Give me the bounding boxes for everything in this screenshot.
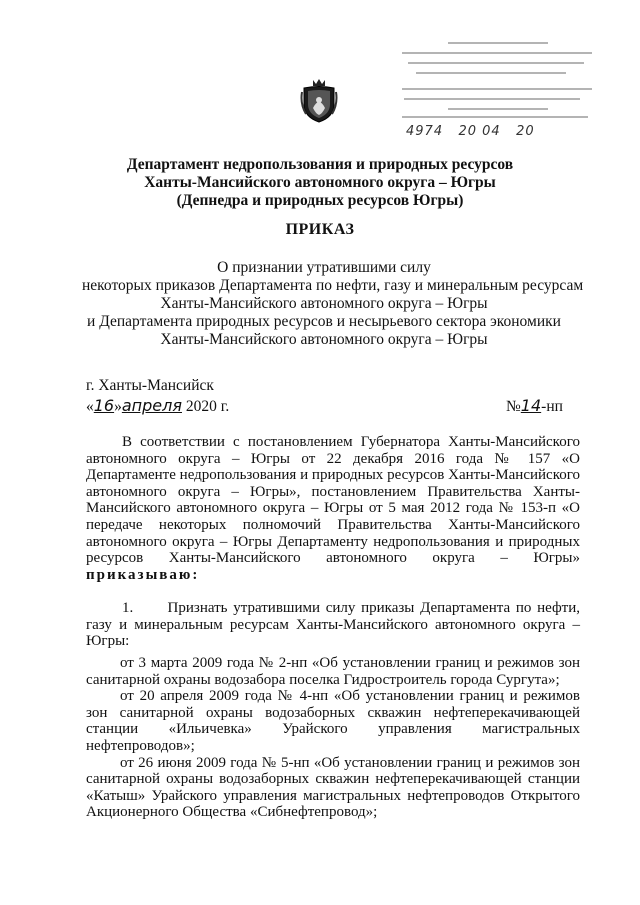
title-line-3: Ханты-Мансийского автономного округа – Югры	[160, 295, 488, 312]
department-name-line-2: Ханты-Мансийского автономного округа – Югры	[144, 174, 496, 191]
item-1-paragraph	[86, 600, 580, 650]
coat-of-arms-icon	[300, 78, 338, 124]
list-item: от 20 апреля 2009 года № 4-нп «Об установлении границ и режимов зон санитарной охраны водозаборных скважин нефтеперекачивающей станции «Ильичевка» Урайского управления магистральных нефтепроводов»;	[86, 688, 580, 754]
department-name-line-3: (Депнедра и природных ресурсов Югры)	[176, 192, 464, 209]
place-of-issue: г. Ханты-Мансийск	[86, 377, 214, 394]
date-day: 16	[93, 396, 115, 415]
date-close-quote: »	[114, 398, 122, 415]
preamble-text: В соответствии с постановлением Губернатора Ханты-Мансийского автономного округа – Югры от 22 декабря 2016 года № 157 «О Департаменте недропользования и природных ресурсов Ханты-Мансийского автономного округа – Югры», постановлением Правительства Ханты-Мансийского автономного округа – Югры от 5 мая 2012 года № 153-п «О передаче некоторых полномочий Правительства Ханты-Мансийского автономного округа – Югры Департаменту недропользования и природных ресурсов Ханты-Мансийского автономного округа – Югры»	[86, 434, 580, 567]
order-number	[506, 396, 563, 416]
title-line-4: и Департамента природных ресурсов и несырьевого сектора экономики	[87, 313, 561, 330]
order-number-value: 14	[520, 396, 542, 415]
item-1-text: 1. Признать утратившими силу приказы Департамента по нефти, газу и минеральным ресурсам Ханты-Мансийского автономного округа – Югры:	[86, 600, 580, 650]
command-word: приказываю:	[86, 566, 200, 583]
list-item: от 26 июня 2009 года № 5-нп «Об установлении границ и режимов зон санитарной охраны водозаборных скважин нефтеперекачивающей станции «Катыш» Урайского управления магистральных нефтепроводов Открытого Акционерного Общества «Сибнефтепровод»;	[86, 754, 580, 821]
stamp-registration-number: 4974 20 04 20	[406, 124, 535, 139]
title-line-5: Ханты-Мансийского автономного округа – Югры	[160, 331, 488, 348]
title-line-1: О признании утратившими силу	[217, 259, 431, 276]
document-type: ПРИКАЗ	[285, 221, 355, 238]
registration-stamp	[388, 36, 600, 144]
preamble-paragraph	[86, 434, 580, 583]
date-year: 2020 г.	[185, 398, 230, 415]
date-month: апреля	[121, 396, 182, 415]
department-name-line-1: Департамент недропользования и природных ресурсов	[126, 156, 514, 173]
date-open-quote: «	[86, 398, 94, 415]
list-item: от 3 марта 2009 года № 2-нп «Об установлении границ и режимов зон санитарной охраны водозабора поселка Гидростроитель города Сургута»;	[86, 655, 580, 688]
title-line-2: некоторых приказов Департамента по нефти, газу и минеральным ресурсам	[82, 277, 584, 294]
issue-date	[86, 396, 229, 416]
orders-list	[86, 655, 580, 821]
order-number-suffix: -нп	[541, 398, 563, 415]
order-number-prefix: №	[506, 398, 521, 415]
